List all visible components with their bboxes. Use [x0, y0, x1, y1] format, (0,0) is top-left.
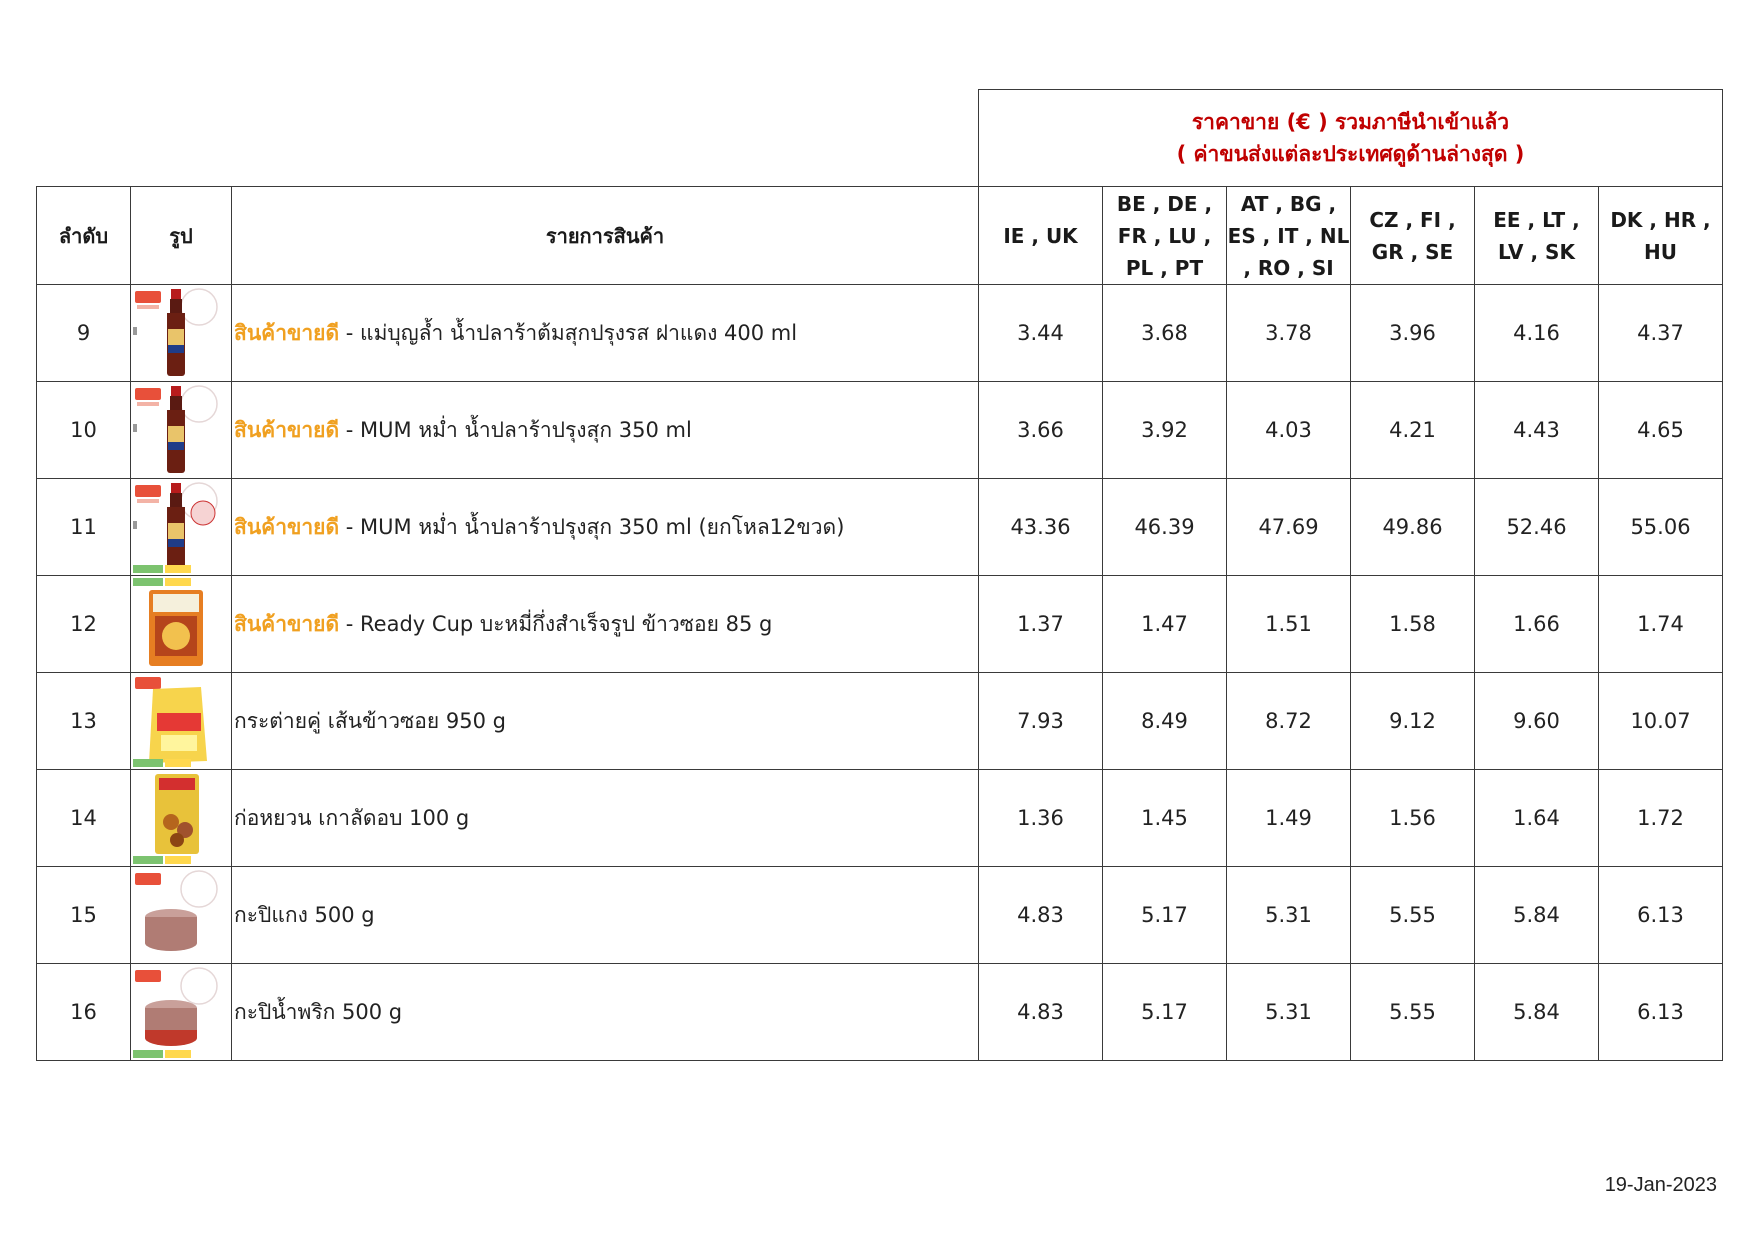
price-dk-hr: 10.07: [1599, 673, 1723, 770]
price-ie-uk: 4.83: [979, 964, 1103, 1061]
price-cz-fi: 1.58: [1351, 576, 1475, 673]
row-number: 16: [37, 964, 131, 1061]
row-number: 10: [37, 382, 131, 479]
product-name-text: กระต่ายคู่ เส้นข้าวซอย 950 g: [234, 708, 506, 733]
product-name-text: กะปิน้ำพริก 500 g: [234, 999, 403, 1024]
price-dk-hr: 55.06: [1599, 479, 1723, 576]
table-row: [37, 867, 1723, 964]
chestnut-pack-icon: [131, 770, 231, 867]
price-at-bg: 3.78: [1227, 285, 1351, 382]
table-row: [37, 479, 1723, 576]
price-header-line1: ราคาขาย (€ ) รวมภาษีนำเข้าแล้ว: [1191, 110, 1510, 134]
shrimp-paste-tub-icon: [131, 867, 231, 964]
product-image-cell: [131, 576, 232, 673]
fish-sauce-bottle-icon: [131, 382, 231, 479]
price-at-bg: 1.51: [1227, 576, 1351, 673]
price-cz-fi: 9.12: [1351, 673, 1475, 770]
price-ie-uk: 3.44: [979, 285, 1103, 382]
product-image-cell: [131, 770, 232, 867]
product-name: [232, 382, 979, 479]
row-number: 11: [37, 479, 131, 576]
price-header-row: [37, 90, 1723, 187]
price-ee-lt: 4.16: [1475, 285, 1599, 382]
price-be-de: 5.17: [1103, 964, 1227, 1061]
price-dk-hr: 4.37: [1599, 285, 1723, 382]
table-row: [37, 285, 1723, 382]
product-name: [232, 964, 979, 1061]
col-header-image: รูป: [131, 187, 232, 285]
product-image-cell: [131, 285, 232, 382]
col-header-item: รายการสินค้า: [232, 187, 979, 285]
price-ie-uk: 43.36: [979, 479, 1103, 576]
fish-sauce-bottle-icon: [131, 285, 231, 382]
product-name-text: - Ready Cup บะหมี่กึ่งสำเร็จรูป ข้าวซอย 85 g: [339, 611, 773, 636]
price-header-line2: ( ค่าขนส่งแต่ละประเทศดูด้านล่างสุด ): [1176, 142, 1525, 166]
price-sheet: [36, 89, 1723, 1061]
col-header-cz-fi: CZ , FI , GR , SE: [1351, 187, 1475, 285]
product-name: [232, 285, 979, 382]
price-at-bg: 5.31: [1227, 964, 1351, 1061]
price-cz-fi: 3.96: [1351, 285, 1475, 382]
price-be-de: 8.49: [1103, 673, 1227, 770]
price-cz-fi: 49.86: [1351, 479, 1475, 576]
product-image-cell: [131, 867, 232, 964]
price-ee-lt: 5.84: [1475, 964, 1599, 1061]
product-name-text: - แม่บุญล้ำ น้ำปลาร้าต้มสุกปรุงรส ฝาแดง 400 ml: [339, 320, 798, 345]
price-ie-uk: 3.66: [979, 382, 1103, 479]
product-name: [232, 770, 979, 867]
price-at-bg: 5.31: [1227, 867, 1351, 964]
row-number: 9: [37, 285, 131, 382]
best-seller-label: สินค้าขายดี: [234, 611, 340, 636]
price-dk-hr: 6.13: [1599, 964, 1723, 1061]
row-number: 13: [37, 673, 131, 770]
price-be-de: 3.92: [1103, 382, 1227, 479]
price-ie-uk: 1.36: [979, 770, 1103, 867]
price-be-de: 46.39: [1103, 479, 1227, 576]
product-image-cell: [131, 964, 232, 1061]
price-be-de: 5.17: [1103, 867, 1227, 964]
product-name: [232, 576, 979, 673]
price-ee-lt: 4.43: [1475, 382, 1599, 479]
price-ee-lt: 52.46: [1475, 479, 1599, 576]
footer-date: 19-Jan-2023: [1604, 1174, 1717, 1196]
row-number: 15: [37, 867, 131, 964]
best-seller-label: สินค้าขายดี: [234, 514, 340, 539]
price-be-de: 1.47: [1103, 576, 1227, 673]
price-be-de: 1.45: [1103, 770, 1227, 867]
price-ie-uk: 1.37: [979, 576, 1103, 673]
product-name-text: ก่อหยวน เกาลัดอบ 100 g: [234, 805, 470, 830]
price-at-bg: 1.49: [1227, 770, 1351, 867]
price-at-bg: 8.72: [1227, 673, 1351, 770]
price-be-de: 3.68: [1103, 285, 1227, 382]
price-ee-lt: 1.64: [1475, 770, 1599, 867]
price-at-bg: 4.03: [1227, 382, 1351, 479]
product-name-text: - MUM หม่ำ น้ำปลาร้าปรุงสุก 350 ml (ยกโหล12ขวด): [339, 514, 845, 539]
product-name: [232, 673, 979, 770]
product-rows: [37, 285, 1723, 1061]
price-dk-hr: 4.65: [1599, 382, 1723, 479]
table-row: [37, 576, 1723, 673]
price-cz-fi: 5.55: [1351, 867, 1475, 964]
shrimp-paste-tub-icon: [131, 964, 231, 1061]
col-header-ee-lt: EE , LT , LV , SK: [1475, 187, 1599, 285]
price-table: [36, 89, 1723, 1061]
best-seller-label: สินค้าขายดี: [234, 320, 340, 345]
col-header-no: ลำดับ: [37, 187, 131, 285]
col-header-ie-uk: IE , UK: [979, 187, 1103, 285]
price-header: [979, 90, 1723, 187]
col-header-at-bg: AT , BG , ES , IT , NL , RO , SI: [1227, 187, 1351, 285]
price-ie-uk: 4.83: [979, 867, 1103, 964]
best-seller-label: สินค้าขายดี: [234, 417, 340, 442]
price-cz-fi: 5.55: [1351, 964, 1475, 1061]
price-dk-hr: 1.72: [1599, 770, 1723, 867]
product-image-cell: [131, 479, 232, 576]
price-dk-hr: 1.74: [1599, 576, 1723, 673]
price-dk-hr: 6.13: [1599, 867, 1723, 964]
price-ee-lt: 5.84: [1475, 867, 1599, 964]
col-header-be-de: BE , DE , FR , LU , PL , PT: [1103, 187, 1227, 285]
price-ee-lt: 1.66: [1475, 576, 1599, 673]
table-row: [37, 673, 1723, 770]
product-name-text: กะปิแกง 500 g: [234, 902, 375, 927]
product-name-text: - MUM หม่ำ น้ำปลาร้าปรุงสุก 350 ml: [339, 417, 692, 442]
table-row: [37, 382, 1723, 479]
noodle-bag-icon: [131, 673, 231, 770]
price-cz-fi: 1.56: [1351, 770, 1475, 867]
price-at-bg: 47.69: [1227, 479, 1351, 576]
product-image-cell: [131, 382, 232, 479]
col-header-dk-hr: DK , HR , HU: [1599, 187, 1723, 285]
price-ee-lt: 9.60: [1475, 673, 1599, 770]
product-name: [232, 479, 979, 576]
table-row: [37, 770, 1723, 867]
row-number: 14: [37, 770, 131, 867]
fish-sauce-dozen-icon: [131, 479, 231, 576]
product-name: [232, 867, 979, 964]
price-cz-fi: 4.21: [1351, 382, 1475, 479]
column-header-row: [37, 187, 1723, 285]
row-number: 12: [37, 576, 131, 673]
price-ie-uk: 7.93: [979, 673, 1103, 770]
noodle-cup-icon: [131, 576, 231, 673]
table-row: [37, 964, 1723, 1061]
product-image-cell: [131, 673, 232, 770]
